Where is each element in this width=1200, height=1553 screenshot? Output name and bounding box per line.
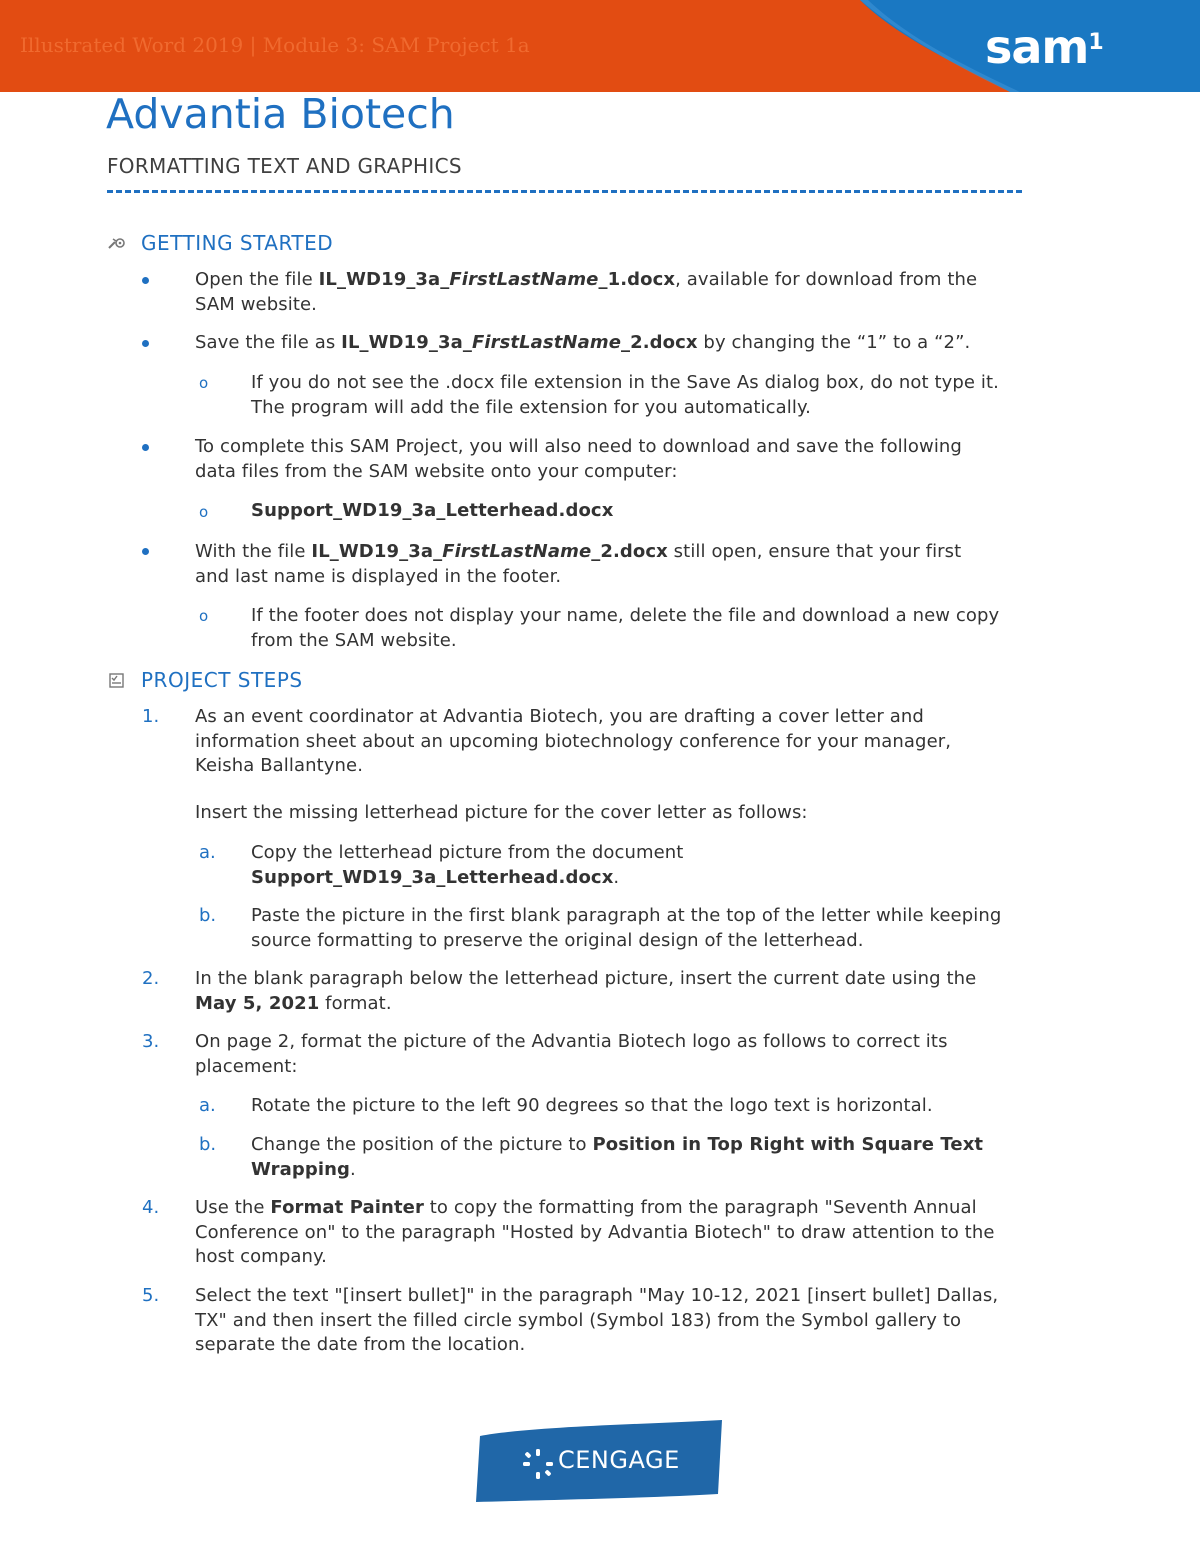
substep-letter: b. — [199, 905, 217, 926]
sub-bullet-marker: o — [199, 503, 209, 521]
step-number: 1. — [142, 706, 160, 727]
project-step-3a: Rotate the picture to the left 90 degrees so that the logo text is horizontal. — [251, 1095, 933, 1116]
bullet-marker — [142, 548, 149, 555]
getting-started-bullet-3-sub: Support_WD19_3a_Letterhead.docx — [251, 500, 614, 521]
getting-started-bullet-4-sub: If the footer does not display your name, delete the file and download a new copy from the SAM website. — [251, 605, 1000, 651]
project-step-1b: Paste the picture in the first blank paragraph at the top of the letter while keeping source formatting to preserve the original design of the letterhead. — [251, 905, 1002, 951]
bullet-marker — [142, 444, 149, 451]
step-number: 5. — [142, 1285, 160, 1306]
project-step-3: On page 2, format the picture of the Advantia Biotech logo as follows to correct its placement: — [195, 1031, 948, 1077]
project-step-5: Select the text "[insert bullet]" in the paragraph "May 10-12, 2021 [insert bullet] Dallas, TX" and then insert the filled circle symbol (Symbol 183) from the Symbol gallery to separate the date from the location. — [195, 1285, 999, 1355]
document-title: Advantia Biotech — [106, 90, 455, 138]
bullet-marker — [142, 277, 149, 284]
step-number: 2. — [142, 968, 160, 989]
project-step-3b: Change the position of the picture to Position in Top Right with Square Text Wrapping. — [251, 1134, 984, 1180]
cengage-logo-text: CENGAGE — [558, 1446, 680, 1474]
project-steps-heading — [107, 666, 303, 694]
header-banner — [0, 0, 1200, 92]
bullet-marker — [142, 340, 149, 347]
banner-title: Illustrated Word 2019 | Module 3: SAM Project 1a — [20, 33, 530, 57]
substep-letter: a. — [199, 1095, 216, 1116]
getting-started-title: GETTING STARTED — [141, 231, 334, 255]
getting-started-bullet-2: Save the file as IL_WD19_3a_FirstLastName_2.docx by changing the “1” to a “2”. — [195, 332, 971, 353]
getting-started-bullet-1: Open the file IL_WD19_3a_FirstLastName_1.docx, available for download from the SAM website. — [195, 269, 978, 315]
getting-started-bullet-2-sub: If you do not see the .docx file extension in the Save As dialog box, do not type it. The program will add the file extension for you automatically. — [251, 372, 999, 418]
clipboard-checklist-icon — [107, 672, 127, 688]
substep-letter: a. — [199, 842, 216, 863]
step-number: 4. — [142, 1197, 160, 1218]
project-step-4: Use the Format Painter to copy the formatting from the paragraph "Seventh Annual Conference on" to the paragraph "Hosted by Advantia Biotech" to draw attention to the host company. — [195, 1197, 995, 1267]
project-step-1-instruction: Insert the missing letterhead picture for the cover letter as follows: — [195, 802, 808, 823]
project-step-1a: Copy the letterhead picture from the document Support_WD19_3a_Letterhead.docx. — [251, 842, 684, 888]
document-subtitle: FORMATTING TEXT AND GRAPHICS — [107, 154, 462, 178]
dashed-divider — [107, 190, 1022, 193]
wrench-gear-icon — [107, 235, 127, 251]
step-number: 3. — [142, 1031, 160, 1052]
sub-bullet-marker: o — [199, 374, 209, 392]
getting-started-bullet-4: With the file IL_WD19_3a_FirstLastName_2.docx still open, ensure that your first and last name is displayed in the footer. — [195, 541, 962, 587]
project-steps-title: PROJECT STEPS — [141, 668, 303, 692]
project-step-1: As an event coordinator at Advantia Biotech, you are drafting a cover letter and information sheet about an upcoming biotechnology conference for your manager, Keisha Ballantyne. — [195, 706, 952, 776]
substep-letter: b. — [199, 1134, 217, 1155]
project-step-2: In the blank paragraph below the letterhead picture, insert the current date using the May 5, 2021 format. — [195, 968, 977, 1014]
sam-logo: sam$^1$ — [985, 20, 1103, 74]
sub-bullet-marker: o — [199, 607, 209, 625]
getting-started-heading — [107, 229, 333, 257]
getting-started-bullet-3: To complete this SAM Project, you will also need to download and save the following data files from the SAM website onto your computer: — [195, 436, 962, 482]
